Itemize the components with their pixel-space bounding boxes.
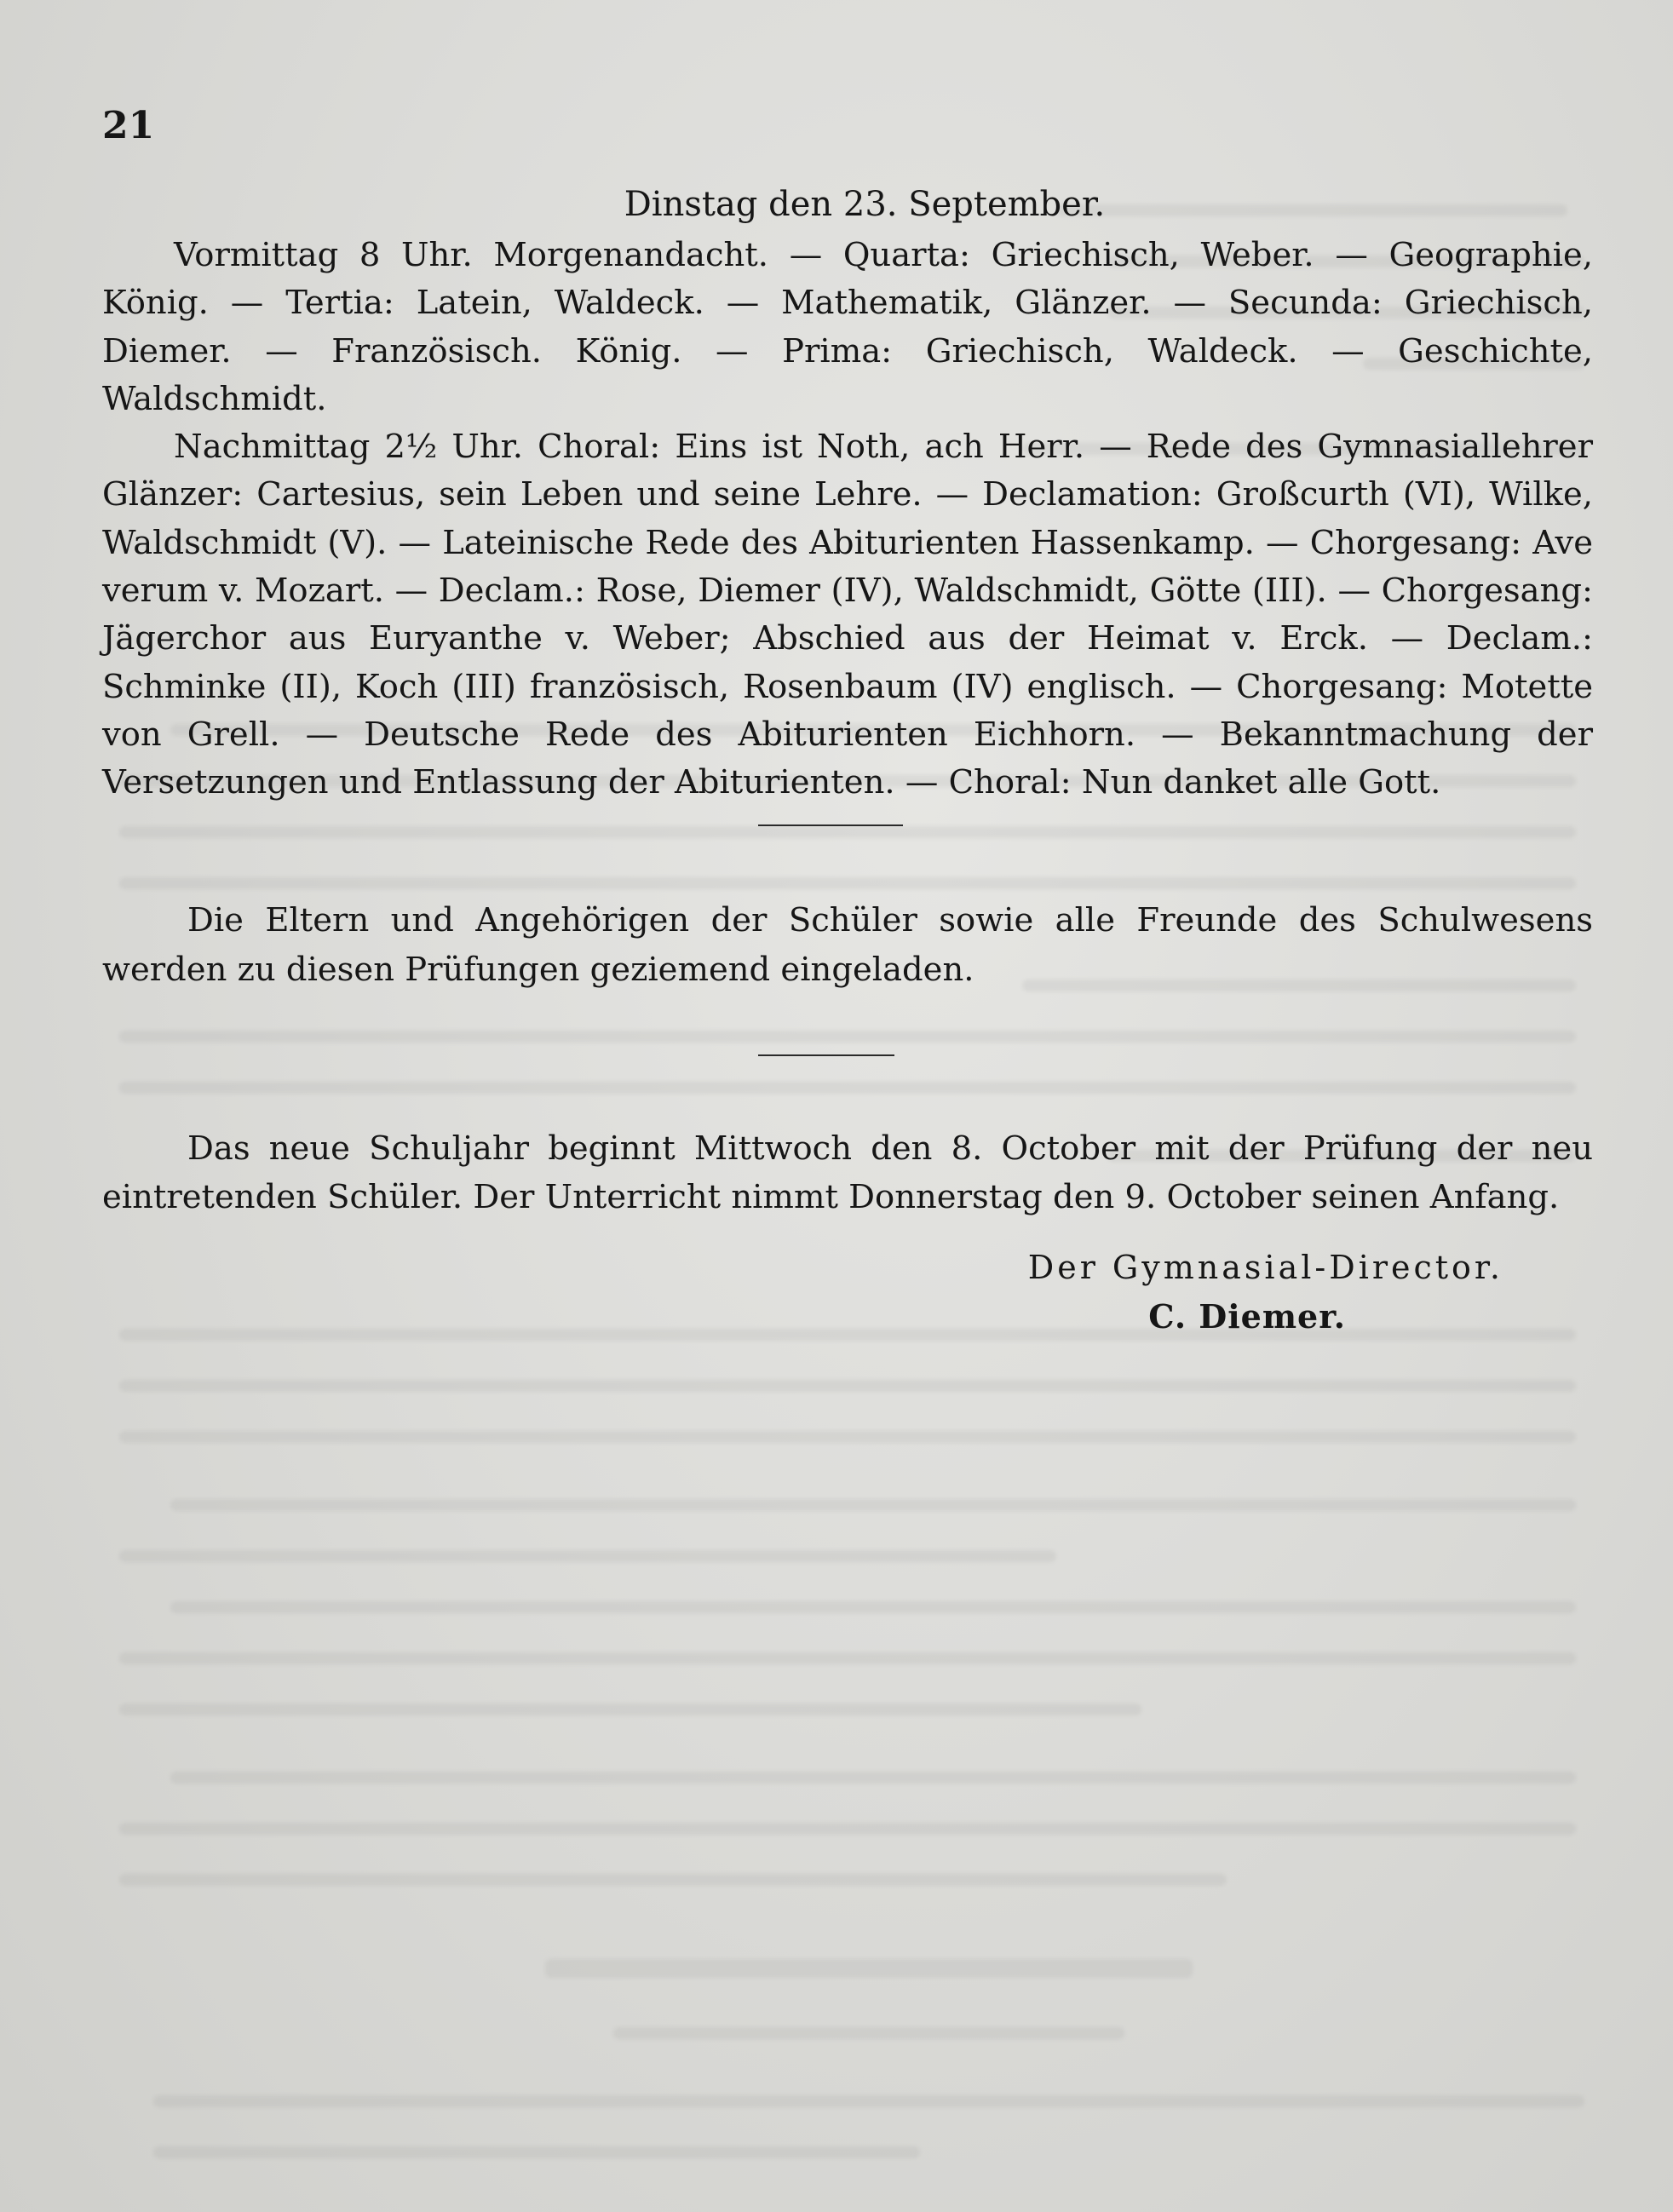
invitation-text: Die Eltern und Angehörigen der Schüler sowie alle Freunde des Schulwesens werden zu diesen Prüfungen geziemend eingeladen. (102, 901, 1593, 989)
page-number: 21 (102, 104, 155, 147)
date-heading: Dinstag den 23. September. (624, 185, 1106, 224)
separator-rule (758, 1054, 894, 1056)
signature-role: Der Gymnasial-Director. (1027, 1249, 1503, 1286)
afternoon-program: Nachmittag 2½ Uhr. Choral: Eins ist Noth, ach Herr. — Rede des Gymnasiallehrer Glänzer: Cartesius, sein Leben und seine Lehre. — Declamation: Großcurth (VI), Wilke, Waldschmidt (V). — Lateinische Rede des Abiturienten Hassenkamp. — Chorgesang: Ave verum v. Mozart. — Declam.: Rose, Diemer (IV), Waldschmidt, Götte (III). — Chorgesang: Jägerchor aus Euryanthe v. Weber; Abschied aus der Heimat v. Erck. — Declam.: Schminke (II), Koch (III) französisch, Rosenbaum (IV) englisch. — Chorgesang: Motette von Grell. — Deutsche Rede des Abiturienten Eichhorn. — Bekanntmachung der Versetzungen und Entlassung der Abiturienten. — Choral: Nun danket alle Gott. (102, 428, 1593, 802)
morning-program: Vormittag 8 Uhr. Morgenandacht. — Quarta: Griechisch, Weber. — Geographie, König. — Tertia: Latein, Waldeck. — Mathematik, Glänzer. — Secunda: Griechisch, Diemer. — Französisch. König. — Prima: Griechisch, Waldeck. — Geschichte, Waldschmidt. (102, 236, 1593, 418)
invitation-paragraph (102, 896, 1593, 995)
page-content (102, 0, 1593, 2212)
exam-program (102, 232, 1593, 807)
announcement-paragraph (102, 1124, 1593, 1221)
announcement-text: Das neue Schuljahr beginnt Mittwoch den 8. October mit der Prüfung der neu eintretenden Schüler. Der Unterricht nimmt Donnerstag den 9. October seinen Anfang. (102, 1129, 1593, 1216)
separator-rule (758, 824, 903, 826)
signature-name: C. Diemer. (1148, 1297, 1346, 1336)
